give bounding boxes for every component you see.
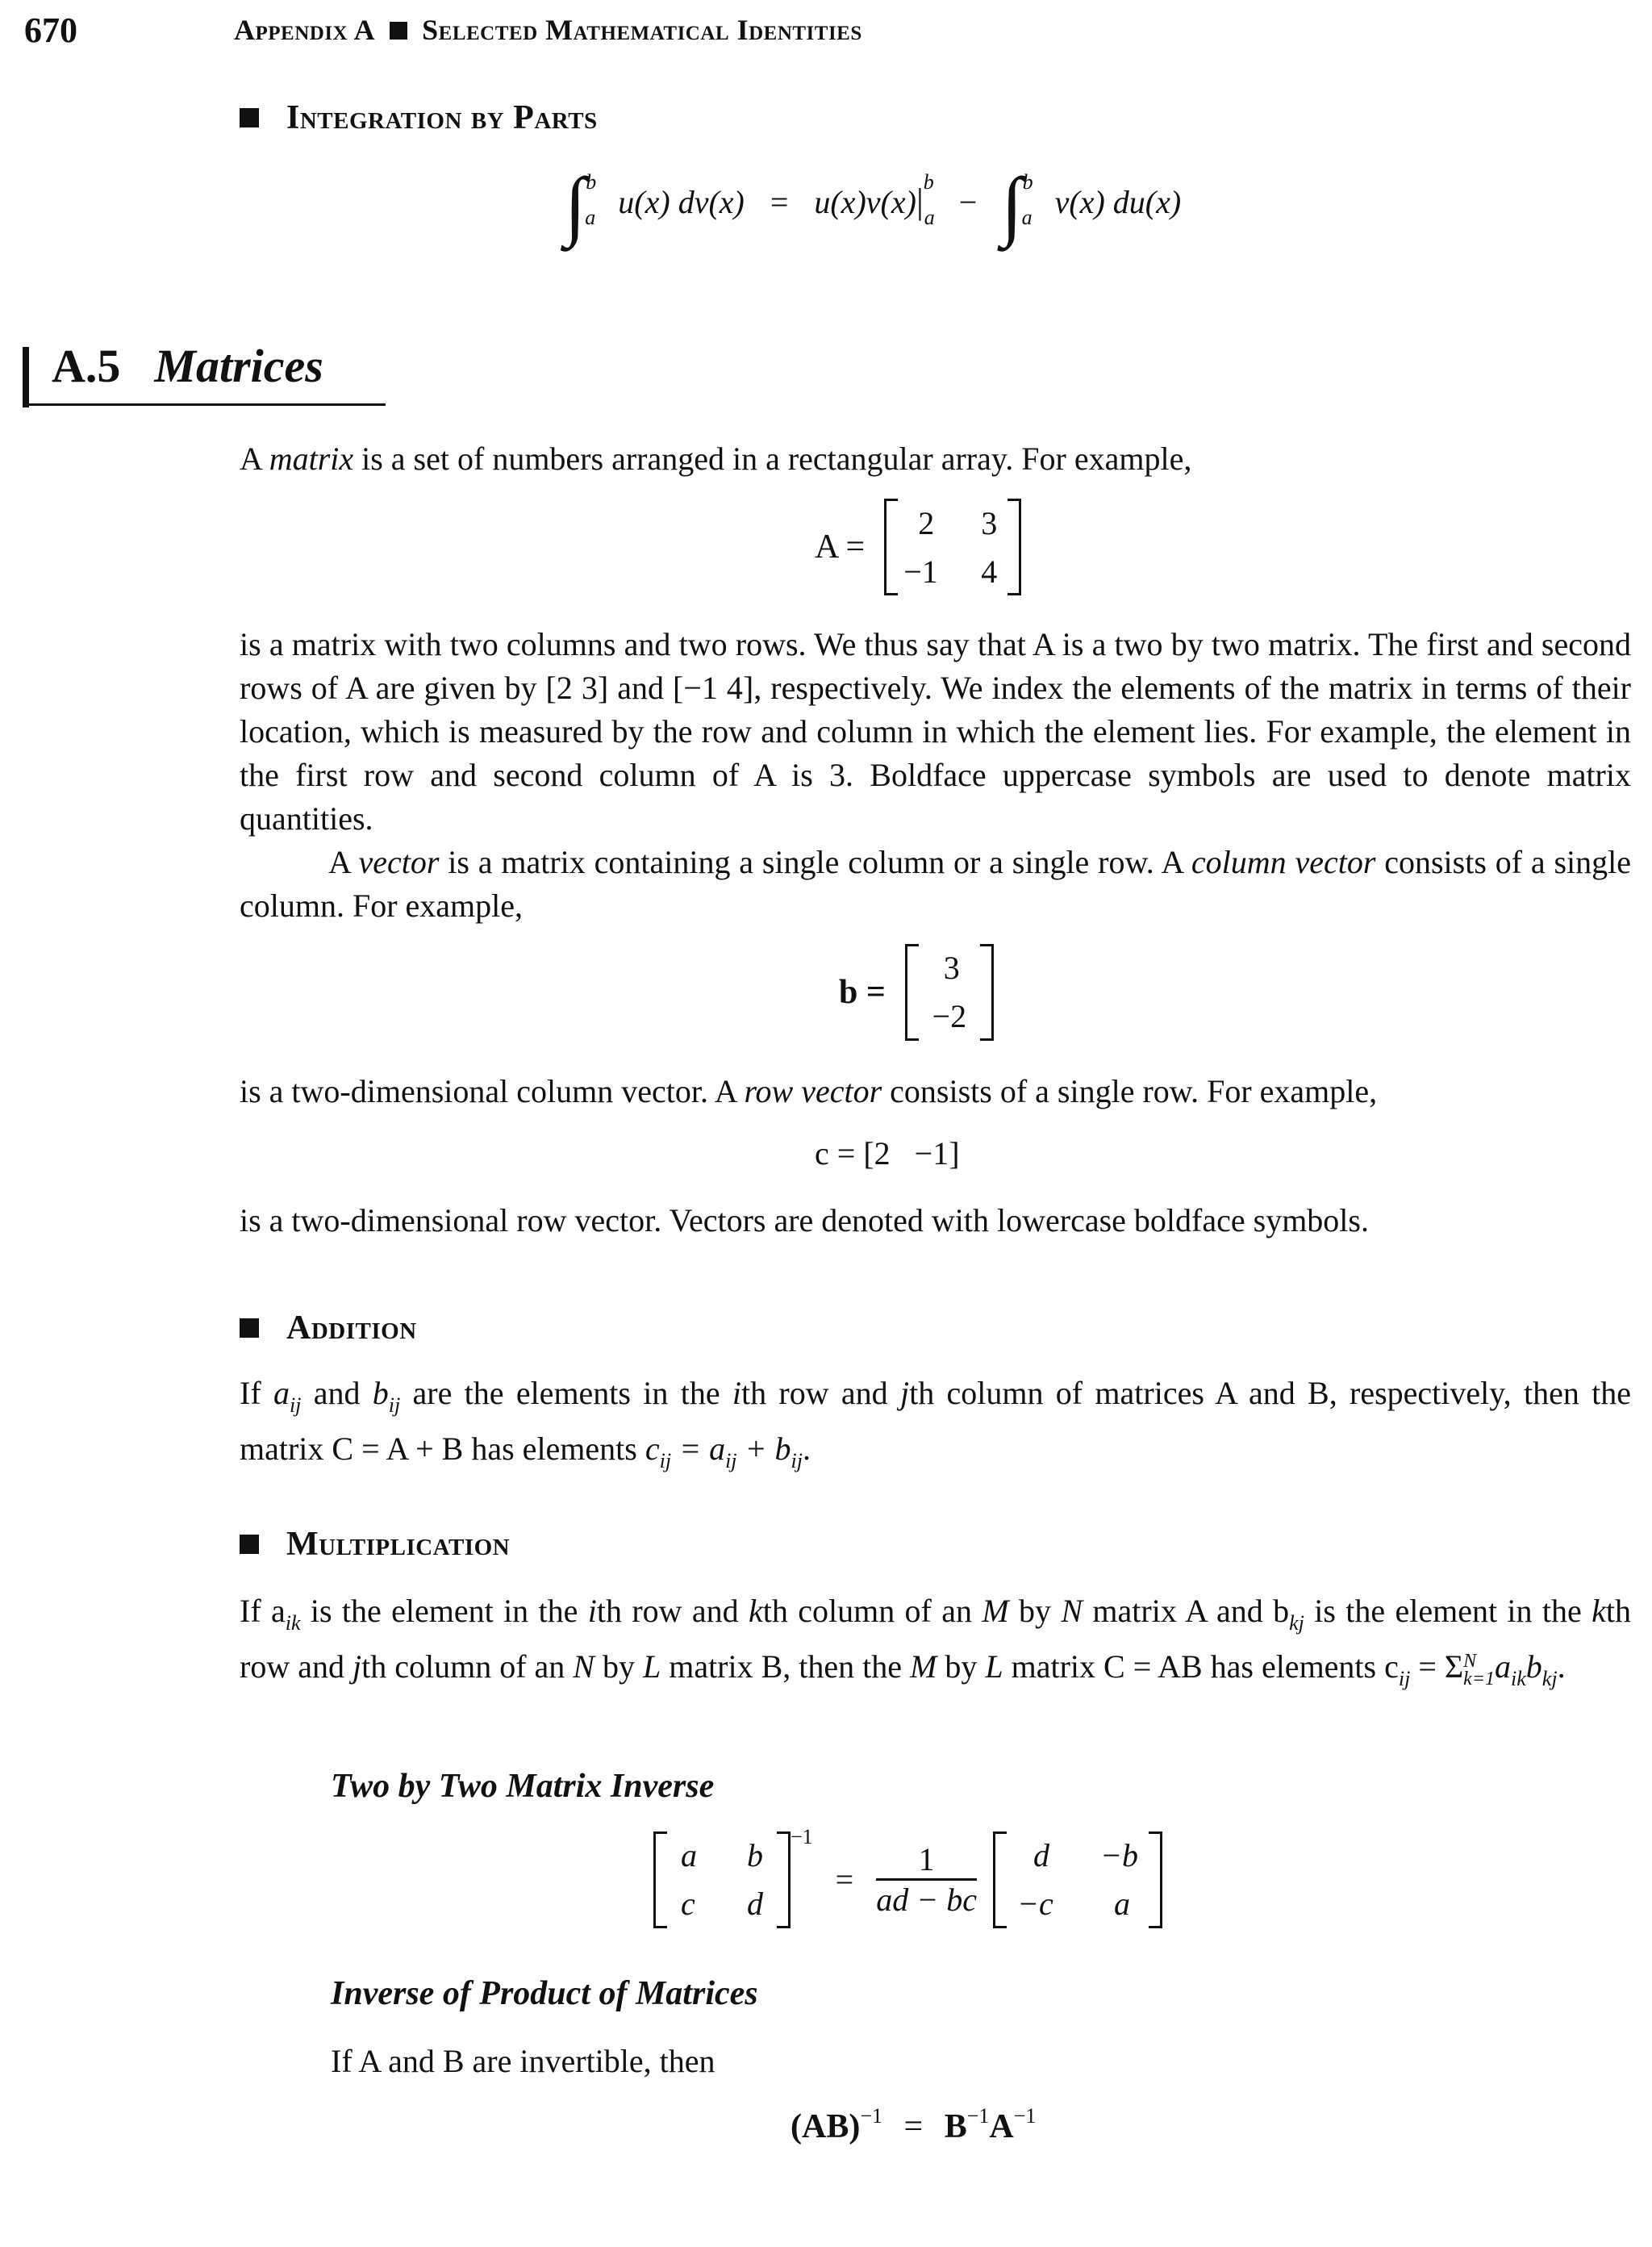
text: = Σ bbox=[1410, 1648, 1464, 1685]
text: th column of an bbox=[361, 1648, 574, 1685]
running-head-appendix: Appendix A bbox=[234, 14, 376, 46]
matrix-cell: 4 bbox=[981, 553, 998, 590]
fraction bbox=[876, 1840, 977, 1919]
multiplication-paragraph bbox=[240, 1589, 1631, 1701]
addition-heading-text: Addition bbox=[286, 1309, 417, 1347]
symbol: N bbox=[1061, 1593, 1083, 1629]
matrix-cell: −b bbox=[1099, 1837, 1138, 1874]
left-bracket bbox=[653, 1831, 667, 1928]
text: is a two-dimensional column vector. A bbox=[240, 1073, 745, 1109]
symbol: c bbox=[645, 1430, 660, 1467]
matrix-a-label: A = bbox=[815, 528, 866, 566]
symbol: i bbox=[587, 1593, 597, 1629]
text: by bbox=[937, 1648, 986, 1685]
exponent: −1 bbox=[860, 2104, 882, 2128]
equals-sign: = bbox=[903, 2108, 924, 2145]
text: are the elements in the bbox=[400, 1375, 732, 1411]
subscript: ij bbox=[725, 1449, 737, 1472]
text: th row and bbox=[240, 1593, 1631, 1685]
symbol: M bbox=[910, 1648, 937, 1685]
integration-lhs: u(x) dv(x) bbox=[618, 184, 745, 220]
exponent: −1 bbox=[966, 2104, 990, 2128]
matrix-cell: a bbox=[1113, 1886, 1130, 1923]
symbol: b bbox=[372, 1375, 389, 1411]
square-bullet-icon bbox=[390, 22, 407, 40]
square-bullet-icon bbox=[240, 108, 259, 127]
paragraph-row-vector bbox=[240, 1070, 1631, 1113]
matrix-b-symbol: B bbox=[944, 2108, 967, 2145]
addition-paragraph bbox=[240, 1372, 1631, 1483]
section-underline bbox=[23, 403, 386, 406]
subscript: ij bbox=[388, 1393, 401, 1417]
minus-sign: − bbox=[958, 184, 978, 220]
inverse-2x2-formula bbox=[653, 1825, 1162, 1928]
subscript: ij bbox=[791, 1449, 803, 1472]
upper-limit: b bbox=[586, 170, 597, 194]
matrix-a-equation bbox=[815, 499, 1021, 595]
matrix-cell: b bbox=[747, 1837, 763, 1874]
exponent: −1 bbox=[791, 1825, 813, 1848]
text: th column of an bbox=[762, 1593, 982, 1629]
formula: + b bbox=[736, 1430, 791, 1467]
right-bracket bbox=[1149, 1831, 1162, 1928]
integration-rhs: v(x) du(x) bbox=[1054, 184, 1182, 220]
subscript: ij bbox=[289, 1393, 302, 1417]
integral-sign-icon: ∫ bbox=[1001, 161, 1023, 248]
text: matrix B, then the bbox=[661, 1648, 911, 1685]
subscript: kj bbox=[1289, 1611, 1304, 1635]
text: If bbox=[240, 1375, 273, 1411]
term-row-vector: row vector bbox=[744, 1073, 882, 1109]
right-bracket bbox=[1007, 499, 1021, 595]
upper-limit-2: b bbox=[1022, 170, 1033, 194]
text: is the element in the bbox=[300, 1593, 588, 1629]
inverse-product-title: Inverse of Product of Matrices bbox=[331, 1975, 758, 2012]
matrix-abcd bbox=[653, 1831, 791, 1928]
section-name: Matrices bbox=[154, 340, 323, 392]
vector-cell: −2 bbox=[932, 998, 967, 1034]
matrix-cell: 3 bbox=[981, 504, 998, 541]
equals-sign: = bbox=[770, 184, 789, 220]
matrix-cell: c bbox=[681, 1886, 695, 1923]
paragraph-matrix-description bbox=[240, 623, 1631, 928]
equals-sign: = bbox=[835, 1861, 854, 1898]
integration-heading-text: Integration by Parts bbox=[286, 99, 598, 136]
text: matrix A and b bbox=[1083, 1593, 1290, 1629]
text: If A and B are invertible, then bbox=[331, 2043, 715, 2079]
symbol: i bbox=[732, 1375, 741, 1411]
integration-heading bbox=[240, 98, 598, 137]
text: consists of a single row. For example, bbox=[882, 1073, 1378, 1109]
left-bracket bbox=[993, 1831, 1007, 1928]
text: by bbox=[1008, 1593, 1062, 1629]
symbol: L bbox=[642, 1648, 661, 1685]
section-title bbox=[23, 339, 323, 393]
running-head bbox=[234, 13, 862, 47]
right-bracket bbox=[980, 944, 994, 1041]
text: . bbox=[1557, 1648, 1566, 1685]
inverse-product-text bbox=[331, 2040, 1541, 2083]
text: . bbox=[802, 1430, 811, 1467]
matrix-cell: 2 bbox=[918, 504, 935, 541]
subscript: ik bbox=[1511, 1667, 1526, 1690]
formula: = a bbox=[671, 1430, 726, 1467]
exponent: −1 bbox=[1013, 2104, 1037, 2128]
integration-formula: ∫$^b_a$ u(x) $dv(x) = u(x)v(x)|^b_a - \int^b_a$ v(x) du(x) bbox=[565, 161, 1182, 248]
superscript: N bbox=[1463, 1650, 1477, 1672]
matrix-cell: −1 bbox=[903, 553, 938, 590]
text: is a set of numbers arranged in a rectangular array. For example, bbox=[353, 441, 1192, 477]
multiplication-heading-text: Multiplication bbox=[286, 1526, 511, 1563]
text: and bbox=[301, 1375, 373, 1411]
matrix-a bbox=[884, 499, 1021, 595]
vector-b bbox=[905, 944, 994, 1041]
term-vector: vector bbox=[358, 844, 440, 880]
text: If a bbox=[240, 1593, 286, 1629]
subscript: k=1 bbox=[1463, 1668, 1496, 1689]
eval-lower: a bbox=[924, 206, 935, 229]
text: A bbox=[240, 441, 269, 477]
integration-uv: u(x)v(x) bbox=[814, 184, 916, 220]
symbol: N bbox=[573, 1648, 594, 1685]
numerator: 1 bbox=[876, 1840, 977, 1881]
left-bracket bbox=[905, 944, 919, 1041]
text: th column of matrices A and B, respectively, then the matrix C = A + B has elements bbox=[240, 1375, 1632, 1467]
symbol: j bbox=[899, 1375, 910, 1411]
inverse-product-formula bbox=[791, 2104, 1036, 2146]
square-bullet-icon bbox=[240, 1535, 259, 1554]
text: th row and bbox=[596, 1593, 749, 1629]
symbol: k bbox=[1592, 1593, 1606, 1629]
text: matrix C = AB has elements c bbox=[1003, 1648, 1399, 1685]
symbol: L bbox=[985, 1648, 1003, 1685]
vector-b-label: b = bbox=[839, 974, 886, 1011]
matrix-a-symbol: A bbox=[989, 2108, 1014, 2145]
subscript: ik bbox=[285, 1611, 301, 1635]
vector-b-equation bbox=[839, 944, 994, 1041]
symbol: M bbox=[982, 1593, 1009, 1629]
running-head-title: Selected Mathematical Identities bbox=[422, 14, 862, 46]
symbol: k bbox=[749, 1593, 763, 1629]
eval-upper: b bbox=[923, 170, 934, 194]
text: is a two-dimensional row vector. Vectors are denoted with lowercase boldface symbols. bbox=[240, 1202, 1369, 1238]
right-bracket bbox=[777, 1831, 791, 1928]
vector-cell: 3 bbox=[943, 950, 960, 986]
text: by bbox=[594, 1648, 643, 1685]
term-matrix: matrix bbox=[269, 441, 354, 477]
matrix-cell: d bbox=[747, 1886, 763, 1923]
matrix-adjugate bbox=[993, 1831, 1162, 1928]
text: is the element in the bbox=[1304, 1593, 1592, 1629]
lower-limit: a bbox=[585, 206, 596, 229]
matrix-cell: a bbox=[681, 1837, 697, 1874]
square-bullet-icon bbox=[240, 1318, 259, 1338]
subscript: kj bbox=[1541, 1667, 1558, 1690]
matrix-cell: d bbox=[1032, 1837, 1049, 1874]
paragraph-vector-notation bbox=[240, 1199, 1631, 1243]
lower-limit-2: a bbox=[1021, 206, 1032, 229]
formula-lhs: (AB) bbox=[791, 2108, 861, 2145]
subscript: ij bbox=[659, 1449, 672, 1472]
integral-sign-icon: ∫ bbox=[565, 161, 586, 248]
vector-c-equation: c = [2 −1] bbox=[815, 1135, 960, 1172]
symbol: a bbox=[1495, 1648, 1512, 1685]
left-bracket bbox=[884, 499, 898, 595]
text: is a matrix with two columns and two rows. We thus say that A is a two by two matrix. The first and second rows of A are given by [2 3] and [−1 4], respectively. We index the elements of the matrix in terms of their location, which is measured by the row and column in which the element lies. For example, the element in the first row and second column of A is 3. Boldface uppercase symbols are used to denote matrix quantities. bbox=[240, 626, 1631, 837]
addition-heading bbox=[240, 1309, 417, 1347]
denominator: ad − bc bbox=[876, 1882, 977, 1919]
text: A bbox=[328, 844, 359, 880]
term-column-vector: column vector bbox=[1191, 844, 1376, 880]
symbol: b bbox=[1525, 1648, 1542, 1685]
inverse-2x2-title: Two by Two Matrix Inverse bbox=[331, 1768, 715, 1805]
text: is a matrix containing a single column or a single row. A bbox=[439, 844, 1191, 880]
multiplication-heading bbox=[240, 1525, 510, 1564]
text: consists of a single column. For example, bbox=[240, 844, 1632, 924]
matrix-cell: −c bbox=[1016, 1886, 1053, 1923]
paragraph-matrix-intro bbox=[240, 437, 1631, 481]
symbol: a bbox=[273, 1375, 290, 1411]
symbol: j bbox=[352, 1648, 362, 1685]
section-number: A.5 bbox=[52, 340, 121, 392]
subscript: ij bbox=[1398, 1667, 1411, 1690]
text: th row and bbox=[741, 1375, 900, 1411]
page-number: 670 bbox=[24, 10, 77, 50]
